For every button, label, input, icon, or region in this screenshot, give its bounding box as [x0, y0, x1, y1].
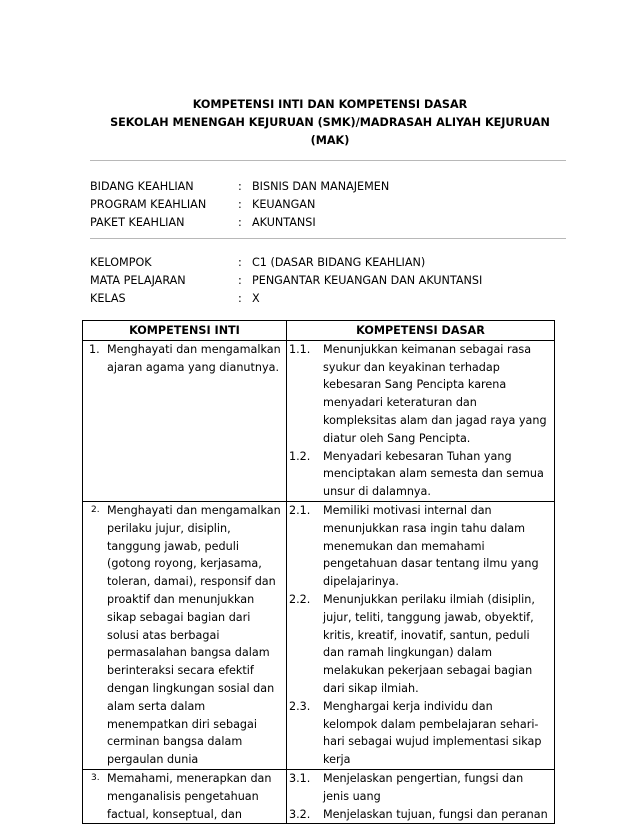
- kd-item: [287, 502, 554, 591]
- ki-cell: [83, 340, 287, 501]
- info-separator: :: [238, 198, 242, 211]
- ki-number: 2.: [91, 504, 100, 515]
- kd-cell: [287, 340, 555, 501]
- ki-number: 1.: [89, 342, 100, 356]
- kd-text: [323, 698, 551, 769]
- kd-line: pengetahuan dasar tentang ilmu yang: [323, 557, 539, 571]
- kd-number: 3.1.: [289, 771, 311, 785]
- info-block-2: [90, 254, 482, 308]
- header-kompetensi-inti: KOMPETENSI INTI: [83, 321, 287, 341]
- kd-item: [287, 448, 554, 501]
- kd-line: jenis uang: [323, 789, 381, 803]
- title-line-1: KOMPETENSI INTI DAN KOMPETENSI DASAR: [192, 98, 468, 111]
- kd-number: 2.3.: [289, 699, 311, 713]
- ki-line: ajaran agama yang dianutnya.: [107, 360, 280, 374]
- info-value: KEUANGAN: [252, 198, 316, 211]
- kd-line: Menjelaskan tujuan, fungsi dan peranan: [323, 807, 548, 821]
- ki-cell: [83, 501, 287, 769]
- kd-text: [323, 341, 551, 448]
- kd-line: Memiliki motivasi internal dan: [323, 503, 492, 517]
- kd-line: Menunjukkan perilaku ilmiah (disiplin,: [323, 592, 535, 606]
- info-value: PENGANTAR KEUANGAN DAN AKUNTANSI: [252, 274, 483, 287]
- info-separator: :: [238, 216, 242, 229]
- kd-number: 1.2.: [289, 449, 311, 463]
- info-label: PROGRAM KEAHLIAN: [90, 198, 207, 211]
- divider-top: [90, 160, 566, 161]
- kd-line: menciptakan alam semesta dan semua: [323, 467, 544, 481]
- ki-line: tanggung jawab, peduli: [107, 539, 239, 553]
- ki-line: dengan lingkungan sosial dan: [107, 681, 275, 695]
- ki-line: pergaulan dunia: [107, 753, 199, 767]
- document-title: [80, 96, 580, 150]
- kd-line: kerja: [323, 753, 351, 767]
- kd-line: Menjelaskan pengertian, fungsi dan: [323, 771, 524, 785]
- kd-line: melakukan pekerjaan sebagai bagian: [323, 664, 533, 678]
- info-value: BISNIS DAN MANAJEMEN: [252, 180, 390, 193]
- kd-text: [323, 770, 551, 806]
- kd-text: [323, 806, 551, 824]
- info-label: KELAS: [90, 292, 126, 305]
- kd-text: [323, 502, 551, 591]
- kd-line: menunjukkan rasa ingin tahu dalam: [323, 521, 526, 535]
- kd-line: kebesaran Sang Pencipta karena: [323, 378, 507, 392]
- info-block-1: [90, 178, 389, 232]
- kd-line: Menghargai kerja individu dan: [323, 699, 493, 713]
- kd-line: kompleksitas alam dan jagad raya yang: [323, 413, 547, 427]
- ki-line: toleran, damai), responsif dan: [107, 575, 276, 589]
- ki-line: proaktif dan menunjukkan: [107, 592, 255, 606]
- ki-line: sikap sebagai bagian dari: [107, 610, 251, 624]
- kd-number: 2.1.: [289, 503, 311, 517]
- info-row: [90, 290, 482, 308]
- info-separator: :: [238, 292, 242, 305]
- table-row: [83, 501, 555, 769]
- info-value: C1 (DASAR BIDANG KEAHLIAN): [252, 256, 426, 269]
- ki-line: Menghayati dan mengamalkan: [107, 342, 281, 356]
- kd-line: dipelajarinya.: [323, 575, 399, 589]
- table-header-row: [83, 321, 555, 341]
- competency-table: [82, 320, 555, 824]
- ki-line: solusi atas berbagai: [107, 628, 220, 642]
- ki-line: cerminan bangsa dalam: [107, 735, 243, 749]
- ki-text: [107, 341, 281, 377]
- kd-line: jujur, teliti, tanggung jawab, obyektif,: [323, 610, 534, 624]
- kd-line: hari sebagai wujud implementasi sikap: [323, 735, 542, 749]
- info-row: [90, 196, 389, 214]
- ki-line: menganalisis pengetahuan: [107, 789, 259, 803]
- info-row: [90, 214, 389, 232]
- kd-cell: [287, 501, 555, 769]
- title-line-2: SEKOLAH MENENGAH KEJURUAN (SMK)/MADRASAH ALIYAH KEJURUAN: [110, 116, 550, 129]
- ki-line: (gotong royong, kerjasama,: [107, 557, 262, 571]
- info-label: MATA PELAJARAN: [90, 274, 186, 287]
- kd-line: kritis, kreatif, inovatif, santun, peduli: [323, 628, 530, 642]
- info-label: KELOMPOK: [90, 256, 152, 269]
- kd-item: [287, 806, 554, 824]
- kd-number: 1.1.: [289, 342, 311, 356]
- ki-line: berinteraksi secara efektif: [107, 664, 254, 678]
- kd-number: 3.2.: [289, 807, 311, 821]
- info-separator: :: [238, 180, 242, 193]
- kd-cell: [287, 769, 555, 823]
- kd-item: [287, 770, 554, 806]
- ki-line: Menghayati dan mengamalkan: [107, 503, 281, 517]
- info-value: AKUNTANSI: [252, 216, 316, 229]
- table-row: [83, 769, 555, 823]
- kd-text: [323, 448, 551, 501]
- kd-text: [323, 591, 551, 698]
- kd-line: dari sikap ilmiah.: [323, 681, 419, 695]
- info-separator: :: [238, 256, 242, 269]
- kd-line: diatur oleh Sang Pencipta.: [323, 431, 471, 445]
- ki-line: perilaku jujur, disiplin,: [107, 521, 231, 535]
- kd-line: menyadari keteraturan dan: [323, 396, 477, 410]
- kd-item: [287, 341, 554, 448]
- kd-item: [287, 698, 554, 769]
- kd-line: Menunjukkan keimanan sebagai rasa: [323, 342, 532, 356]
- ki-text: [107, 502, 281, 769]
- ki-text: [107, 770, 272, 823]
- ki-line: alam serta dalam: [107, 699, 206, 713]
- table-row: [83, 340, 555, 501]
- info-row: [90, 178, 389, 196]
- info-label: BIDANG KEAHLIAN: [90, 180, 194, 193]
- kd-line: menemukan dan memahami: [323, 539, 485, 553]
- kd-item: [287, 591, 554, 698]
- info-separator: :: [238, 274, 242, 287]
- kd-number: 2.2.: [289, 592, 311, 606]
- title-line-3: (MAK): [310, 134, 350, 147]
- ki-number: 3.: [91, 772, 100, 783]
- info-row: [90, 272, 482, 290]
- kd-line: syukur dan keyakinan terhadap: [323, 360, 500, 374]
- info-value: X: [252, 292, 260, 305]
- kd-line: dan ramah lingkungan) dalam: [323, 646, 492, 660]
- ki-line: permasalahan bangsa dalam: [107, 646, 270, 660]
- divider-middle: [90, 238, 566, 239]
- kd-line: kelompok dalam pembelajaran sehari-: [323, 717, 539, 731]
- header-kompetensi-dasar: KOMPETENSI DASAR: [287, 321, 555, 341]
- ki-line: factual, konseptual, dan: [107, 807, 242, 821]
- info-label: PAKET KEAHLIAN: [90, 216, 185, 229]
- info-row: [90, 254, 482, 272]
- ki-line: menempatkan diri sebagai: [107, 717, 257, 731]
- kd-line: Menyadari kebesaran Tuhan yang: [323, 449, 512, 463]
- kd-line: unsur di dalamnya.: [323, 485, 431, 499]
- ki-cell: [83, 769, 287, 823]
- ki-line: Memahami, menerapkan dan: [107, 771, 272, 785]
